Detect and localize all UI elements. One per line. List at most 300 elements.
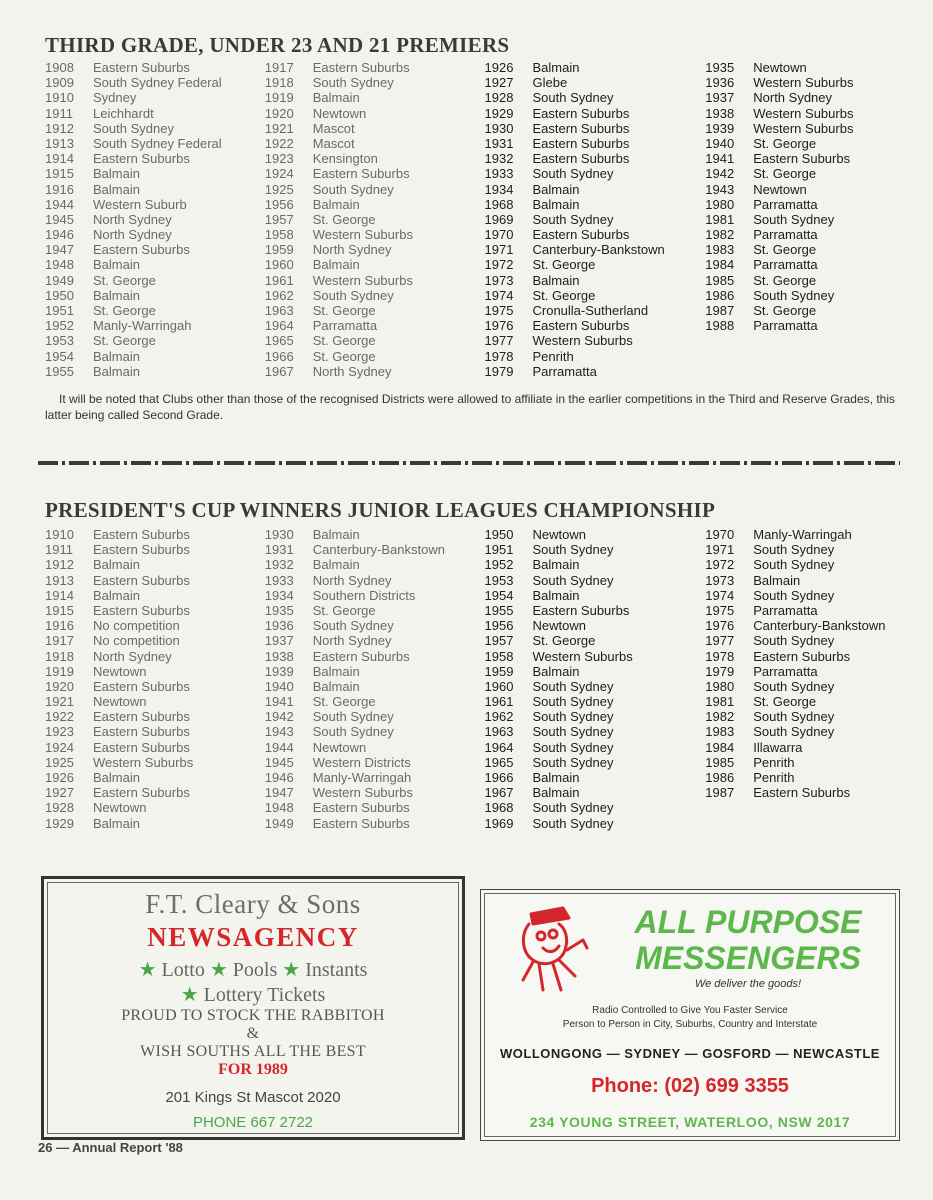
- table-row: [265, 694, 485, 709]
- table-row: [265, 318, 485, 333]
- year-cell: 1942: [264, 709, 294, 725]
- table-row: [45, 649, 265, 664]
- table-row: [45, 121, 265, 136]
- star-icon: ★: [138, 959, 157, 981]
- year-cell: 1917: [45, 633, 74, 649]
- year-cell: 1927: [484, 75, 514, 91]
- club-cell: Eastern Suburbs: [312, 815, 410, 831]
- club-cell: Eastern Suburbs: [532, 227, 630, 243]
- year-cell: 1982: [705, 709, 735, 725]
- year-cell: 1979: [484, 363, 514, 379]
- year-cell: 1966: [264, 348, 294, 364]
- club-cell: Balmain: [312, 663, 360, 679]
- table-row: [485, 333, 706, 348]
- year-cell: 1929: [484, 105, 514, 121]
- year-cell: 1985: [705, 272, 735, 288]
- table-row: [705, 121, 905, 136]
- star-icon: ★: [282, 959, 301, 981]
- year-cell: 1960: [484, 678, 514, 694]
- table-row: [265, 557, 485, 572]
- table-row: [45, 60, 265, 75]
- table-row: [705, 664, 905, 679]
- table-row: [705, 573, 905, 588]
- year-cell: 1953: [45, 333, 74, 349]
- year-cell: 1931: [264, 542, 294, 558]
- year-cell: 1987: [705, 785, 735, 801]
- club-cell: Western Suburbs: [753, 105, 854, 121]
- section-title-third-grade: THIRD GRADE, UNDER 23 AND 21 PREMIERS: [45, 33, 510, 57]
- year-cell: 1912: [45, 557, 74, 573]
- year-cell: 1949: [45, 272, 74, 288]
- year-cell: 1938: [705, 105, 735, 121]
- club-cell: Eastern Suburbs: [93, 542, 190, 558]
- newsagency-headline: NEWSAGENCY: [147, 922, 359, 952]
- year-cell: 1923: [45, 724, 74, 740]
- club-cell: Penrith: [753, 770, 795, 785]
- year-cell: 1910: [45, 527, 74, 542]
- table-row: [45, 527, 265, 542]
- club-cell: South Sydney: [93, 120, 174, 136]
- club-cell: Western Suburbs: [312, 272, 413, 288]
- club-cell: Eastern Suburbs: [312, 166, 410, 182]
- club-cell: Balmain: [532, 663, 580, 679]
- club-cell: South Sydney: [312, 709, 394, 725]
- year-cell: 1919: [264, 90, 294, 106]
- club-cell: Western Districts: [312, 754, 411, 770]
- table-row: [485, 542, 706, 557]
- table-row: [265, 136, 485, 151]
- club-cell: South Sydney: [753, 211, 835, 227]
- year-cell: 1968: [484, 196, 514, 212]
- table-row: [45, 151, 265, 166]
- year-cell: 1920: [264, 105, 294, 121]
- year-cell: 1983: [705, 242, 735, 258]
- table-row: [265, 664, 485, 679]
- table-row: [45, 257, 265, 272]
- club-cell: Balmain: [532, 785, 580, 801]
- club-cell: South Sydney: [532, 166, 614, 182]
- club-cell: Western Suburb: [93, 196, 187, 212]
- club-cell: No competition: [93, 633, 180, 649]
- club-cell: Eastern Suburbs: [312, 648, 410, 664]
- table-row: [705, 90, 905, 105]
- table-row: [485, 755, 706, 770]
- table-row: [705, 709, 905, 724]
- year-cell: 1932: [484, 151, 514, 167]
- table-row: [265, 679, 485, 694]
- club-cell: St. George: [753, 303, 817, 318]
- year-cell: 1981: [705, 211, 735, 227]
- year-cell: 1975: [705, 602, 735, 618]
- year-cell: 1981: [705, 694, 735, 710]
- club-cell: Eastern Suburbs: [93, 242, 190, 258]
- year-cell: 1954: [484, 587, 514, 603]
- year-cell: 1957: [264, 211, 294, 227]
- table-row: [705, 770, 905, 785]
- table-row: [705, 75, 905, 90]
- club-cell: Balmain: [312, 678, 360, 694]
- table-row: [705, 588, 905, 603]
- club-cell: Eastern Suburbs: [532, 135, 630, 151]
- club-cell: St. George: [312, 303, 376, 318]
- year-cell: 1967: [264, 363, 294, 379]
- table-row: [485, 106, 706, 121]
- newsagency-phone: PHONE 667 2722: [192, 1114, 314, 1131]
- club-cell: Eastern Suburbs: [93, 602, 190, 618]
- year-cell: 1930: [484, 120, 514, 136]
- table-row: [705, 724, 905, 739]
- year-cell: 1936: [264, 618, 294, 634]
- table-row: [265, 785, 485, 800]
- year-cell: 1958: [264, 227, 294, 243]
- club-cell: Newtown: [753, 60, 807, 75]
- table-row: [705, 740, 905, 755]
- club-cell: Balmain: [312, 557, 360, 573]
- presidents-cup-winners-table: [45, 527, 905, 831]
- third-grade-premiers-table: [45, 60, 905, 379]
- club-cell: Manly-Warringah: [753, 527, 852, 542]
- club-cell: Balmain: [93, 770, 140, 785]
- year-cell: 1918: [264, 75, 294, 91]
- table-row: [485, 75, 706, 90]
- club-cell: Balmain: [93, 348, 140, 364]
- year-cell: 1926: [45, 770, 74, 785]
- year-cell: 1983: [705, 724, 735, 740]
- club-cell: Balmain: [312, 196, 360, 212]
- newsagency-brand: F.T. Cleary & Sons: [145, 889, 361, 919]
- table-row: [45, 227, 265, 242]
- club-cell: South Sydney: [753, 287, 835, 303]
- table-row: [265, 633, 485, 648]
- table-column: [45, 527, 265, 831]
- year-cell: 1957: [484, 633, 514, 649]
- table-row: [45, 197, 265, 212]
- club-cell: Western Suburbs: [753, 120, 854, 136]
- year-cell: 1930: [264, 527, 294, 542]
- newsagency-address: 201 Kings St Mascot 2020: [165, 1089, 341, 1106]
- table-row: [705, 257, 905, 272]
- table-row: [485, 121, 706, 136]
- club-cell: South Sydney: [532, 709, 614, 725]
- table-row: [45, 755, 265, 770]
- table-row: [485, 770, 706, 785]
- year-cell: 1950: [45, 287, 74, 303]
- club-cell: Parramatta: [753, 196, 818, 212]
- table-column: [45, 60, 265, 379]
- table-row: [485, 618, 706, 633]
- table-row: [485, 182, 706, 197]
- year-cell: 1912: [45, 120, 74, 136]
- table-row: [265, 75, 485, 90]
- table-row: [485, 151, 706, 166]
- table-row: [45, 182, 265, 197]
- year-cell: 1940: [705, 135, 735, 151]
- table-row: [705, 288, 905, 303]
- club-cell: Balmain: [93, 363, 140, 379]
- club-cell: Canterbury-Bankstown: [312, 542, 445, 558]
- year-cell: 1916: [45, 181, 74, 197]
- table-row: [45, 573, 265, 588]
- club-cell: St. George: [753, 242, 817, 258]
- club-cell: St. George: [532, 287, 596, 303]
- year-cell: 1945: [264, 754, 294, 770]
- club-cell: Western Suburbs: [532, 333, 633, 349]
- newsagency-line3: WISH SOUTHS ALL THE BEST: [140, 1043, 366, 1060]
- club-cell: South Sydney: [532, 542, 614, 558]
- club-cell: Newtown: [753, 181, 807, 197]
- table-column: [265, 60, 485, 379]
- year-cell: 1937: [705, 90, 735, 106]
- table-row: [265, 273, 485, 288]
- club-cell: South Sydney: [532, 724, 614, 740]
- year-cell: 1969: [484, 211, 514, 227]
- club-cell: Eastern Suburbs: [93, 709, 190, 725]
- club-cell: Kensington: [312, 151, 378, 167]
- table-column: [705, 60, 905, 379]
- club-cell: Eastern Suburbs: [93, 724, 190, 740]
- section-title-presidents-cup: PRESIDENT'S CUP WINNERS JUNIOR LEAGUES CHAMPIONSHIP: [45, 498, 716, 522]
- table-column: [485, 527, 706, 831]
- club-cell: South Sydney: [532, 678, 614, 694]
- year-cell: 1922: [45, 709, 74, 725]
- year-cell: 1917: [264, 60, 294, 75]
- club-cell: St. George: [93, 333, 156, 349]
- year-cell: 1965: [264, 333, 294, 349]
- club-cell: Balmain: [532, 557, 580, 573]
- table-row: [45, 694, 265, 709]
- club-cell: Eastern Suburbs: [753, 648, 851, 664]
- club-cell: Parramatta: [753, 663, 818, 679]
- club-cell: Glebe: [532, 75, 568, 91]
- table-row: [485, 273, 706, 288]
- year-cell: 1932: [264, 557, 294, 573]
- club-cell: St. George: [753, 166, 817, 182]
- club-cell: South Sydney: [532, 211, 614, 227]
- club-cell: North Sydney: [93, 227, 172, 243]
- year-cell: 1943: [705, 181, 735, 197]
- table-row: [705, 182, 905, 197]
- year-cell: 1965: [484, 754, 514, 770]
- year-cell: 1940: [264, 678, 294, 694]
- club-cell: Balmain: [93, 557, 140, 573]
- table-row: [45, 770, 265, 785]
- table-row: [705, 785, 905, 800]
- table-row: [45, 242, 265, 257]
- table-row: [485, 90, 706, 105]
- table-row: [485, 288, 706, 303]
- table-row: [45, 724, 265, 739]
- club-cell: North Sydney: [93, 211, 172, 227]
- table-row: [705, 106, 905, 121]
- club-cell: Penrith: [532, 348, 574, 364]
- club-cell: Balmain: [312, 257, 360, 273]
- club-cell: South Sydney: [532, 754, 614, 770]
- table-row: [45, 288, 265, 303]
- year-cell: 1939: [705, 120, 735, 136]
- club-cell: North Sydney: [753, 90, 833, 106]
- club-cell: South Sydney: [753, 557, 835, 573]
- year-cell: 1933: [264, 572, 294, 588]
- club-cell: St. George: [532, 257, 596, 273]
- club-cell: Balmain: [93, 181, 140, 197]
- year-cell: 1948: [264, 800, 294, 816]
- club-cell: Balmain: [532, 196, 580, 212]
- table-row: [705, 649, 905, 664]
- year-cell: 1966: [484, 770, 514, 785]
- table-row: [265, 800, 485, 815]
- table-row: [705, 694, 905, 709]
- club-cell: Parramatta: [532, 363, 597, 379]
- table-row: [45, 618, 265, 633]
- club-cell: South Sydney: [753, 724, 835, 740]
- table-row: [265, 724, 485, 739]
- table-row: [265, 288, 485, 303]
- messengers-title: ALL PURPOSE MESSENGERS: [634, 904, 862, 976]
- year-cell: 1925: [264, 181, 294, 197]
- year-cell: 1975: [484, 303, 514, 318]
- table-row: [265, 740, 485, 755]
- year-cell: 1972: [705, 557, 735, 573]
- club-cell: South Sydney: [532, 572, 614, 588]
- club-cell: St. George: [93, 303, 156, 318]
- newsagency-lottery: ★ Lottery Tickets: [180, 984, 326, 1006]
- year-cell: 1978: [484, 348, 514, 364]
- table-row: [485, 724, 706, 739]
- club-cell: Manly-Warringah: [312, 770, 412, 785]
- table-row: [485, 60, 706, 75]
- year-cell: 1915: [45, 166, 74, 182]
- year-cell: 1936: [705, 75, 735, 91]
- year-cell: 1926: [484, 60, 514, 75]
- year-cell: 1947: [45, 242, 74, 258]
- club-cell: Eastern Suburbs: [93, 60, 190, 75]
- year-cell: 1962: [264, 287, 294, 303]
- year-cell: 1961: [264, 272, 294, 288]
- year-cell: 1911: [45, 105, 73, 121]
- club-cell: St. George: [93, 272, 156, 288]
- table-row: [485, 197, 706, 212]
- club-cell: Canterbury-Bankstown: [753, 618, 886, 634]
- table-row: [485, 364, 706, 379]
- messengers-phone: Phone: (02) 699 3355: [591, 1075, 789, 1097]
- year-cell: 1934: [264, 587, 294, 603]
- year-cell: 1937: [264, 633, 294, 649]
- club-cell: South Sydney: [532, 90, 614, 106]
- club-cell: Penrith: [753, 754, 795, 770]
- club-cell: Western Suburbs: [532, 648, 633, 664]
- year-cell: 1956: [484, 618, 514, 634]
- table-row: [265, 349, 485, 364]
- year-cell: 1963: [484, 724, 514, 740]
- table-row: [485, 740, 706, 755]
- year-cell: 1922: [264, 135, 294, 151]
- table-row: [705, 755, 905, 770]
- table-row: [265, 618, 485, 633]
- table-row: [705, 633, 905, 648]
- year-cell: 1973: [484, 272, 514, 288]
- club-cell: Eastern Suburbs: [93, 151, 190, 167]
- club-cell: Mascot: [312, 135, 355, 151]
- table-row: [485, 800, 706, 815]
- table-row: [265, 182, 485, 197]
- year-cell: 1918: [45, 648, 74, 664]
- club-cell: Balmain: [753, 572, 801, 588]
- table-row: [265, 709, 485, 724]
- year-cell: 1972: [484, 257, 514, 273]
- year-cell: 1988: [705, 318, 735, 334]
- table-row: [45, 212, 265, 227]
- club-cell: Eastern Suburbs: [93, 572, 190, 588]
- year-cell: 1971: [705, 542, 735, 558]
- table-row: [45, 679, 265, 694]
- table-row: [265, 770, 485, 785]
- year-cell: 1954: [45, 348, 74, 364]
- club-cell: Cronulla-Sutherland: [532, 303, 649, 318]
- table-row: [485, 694, 706, 709]
- year-cell: 1953: [484, 572, 514, 588]
- year-cell: 1974: [484, 287, 514, 303]
- club-cell: Eastern Suburbs: [312, 60, 410, 75]
- year-cell: 1987: [705, 303, 735, 318]
- table-row: [265, 257, 485, 272]
- club-cell: Balmain: [532, 770, 580, 785]
- year-cell: 1979: [705, 663, 735, 679]
- club-cell: Eastern Suburbs: [753, 785, 851, 801]
- club-cell: Eastern Suburbs: [312, 800, 410, 816]
- year-cell: 1970: [484, 227, 514, 243]
- club-cell: Western Suburbs: [312, 227, 413, 243]
- table-row: [45, 557, 265, 572]
- club-cell: South Sydney: [532, 800, 614, 816]
- year-cell: 1908: [45, 60, 74, 75]
- table-row: [265, 227, 485, 242]
- table-row: [485, 664, 706, 679]
- table-row: [485, 588, 706, 603]
- table-row: [45, 318, 265, 333]
- club-cell: Eastern Suburbs: [532, 105, 630, 121]
- club-cell: South Sydney: [532, 815, 614, 831]
- year-cell: 1964: [264, 318, 294, 334]
- year-cell: 1927: [45, 785, 74, 801]
- year-cell: 1949: [264, 815, 294, 831]
- table-row: [485, 573, 706, 588]
- year-cell: 1938: [264, 648, 294, 664]
- table-row: [45, 75, 265, 90]
- table-row: [45, 664, 265, 679]
- year-cell: 1986: [705, 770, 735, 785]
- year-cell: 1946: [45, 227, 74, 243]
- year-cell: 1941: [264, 694, 294, 710]
- club-cell: Newtown: [532, 527, 586, 542]
- table-row: [485, 212, 706, 227]
- year-cell: 1943: [264, 724, 294, 740]
- club-cell: St. George: [753, 272, 817, 288]
- year-cell: 1976: [705, 618, 735, 634]
- club-cell: Parramatta: [753, 257, 818, 273]
- table-row: [705, 527, 905, 542]
- messengers-address: 234 YOUNG STREET, WATERLOO, NSW 2017: [529, 1114, 851, 1130]
- year-cell: 1909: [45, 75, 74, 91]
- table-row: [45, 785, 265, 800]
- year-cell: 1970: [705, 527, 735, 542]
- table-row: [265, 542, 485, 557]
- club-cell: Newtown: [312, 105, 367, 121]
- table-column: [265, 527, 485, 831]
- table-row: [45, 588, 265, 603]
- year-cell: 1935: [264, 602, 294, 618]
- club-cell: Eastern Suburbs: [93, 527, 190, 542]
- table-row: [705, 542, 905, 557]
